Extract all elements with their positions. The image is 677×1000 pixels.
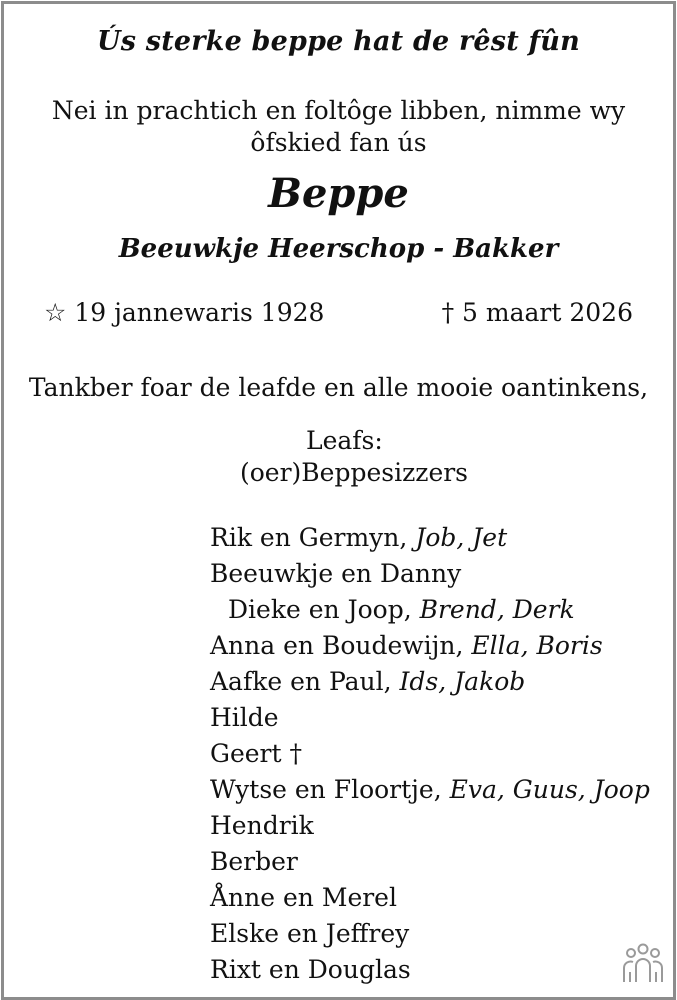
family-row [210, 628, 650, 664]
birth-date: ☆ 19 jannewaris 1928 [44, 298, 325, 327]
family-names: Rixt en Douglas [210, 955, 411, 984]
family-names: Beeuwkje en Danny [210, 559, 462, 588]
family-names: Hendrik [210, 811, 314, 840]
family-row [210, 664, 650, 700]
death-date: † 5 maart 2026 [441, 298, 633, 327]
family-row [210, 916, 650, 952]
family-children: Ids, Jakob [399, 667, 526, 696]
family-row [210, 520, 650, 556]
intro-line-2: ôfskied fan ús [250, 128, 427, 157]
family-row [210, 772, 650, 808]
family-row [210, 736, 650, 772]
family-row [210, 700, 650, 736]
thanks-line: Tankber foar de leafde en alle mooie oantinkens, [28, 373, 649, 402]
family-people-icon [619, 942, 667, 986]
family-children: Brend, Derk [419, 595, 575, 624]
family-row [210, 880, 650, 916]
family-row [210, 592, 650, 628]
greeting-label: Leafs: [306, 426, 383, 455]
family-names: Elske en Jeffrey [210, 919, 410, 948]
family-names: Hilde [210, 703, 279, 732]
family-row [210, 952, 650, 988]
family-names: Rik en Germyn, [210, 523, 416, 552]
headline: Ús sterke beppe hat de rêst fûn [97, 26, 580, 57]
family-row [210, 808, 650, 844]
family-row [210, 556, 650, 592]
deceased-nickname: Beppe [268, 170, 409, 217]
family-names: Dieke en Joop, [228, 595, 420, 624]
family-row [210, 844, 650, 880]
family-children: Job, Jet [415, 523, 508, 552]
family-children: Eva, Guus, Joop [449, 775, 650, 804]
signatories-label: (oer)Beppesizzers [240, 458, 469, 487]
family-names: Wytse en Floortje, [210, 775, 450, 804]
deceased-full-name: Beeuwkje Heerschop - Bakker [118, 234, 559, 264]
family-names: Aafke en Paul, [210, 667, 400, 696]
family-children: Ella, Boris [471, 631, 603, 660]
family-names: Geert † [210, 739, 303, 768]
family-names: Anna en Boudewijn, [210, 631, 472, 660]
greeting-block [240, 425, 468, 489]
family-names: Ånne en Merel [210, 883, 397, 912]
family-names: Berber [210, 847, 298, 876]
intro-line-1: Nei in prachtich en foltôge libben, nimme wy [51, 96, 626, 125]
family-list [210, 520, 650, 988]
